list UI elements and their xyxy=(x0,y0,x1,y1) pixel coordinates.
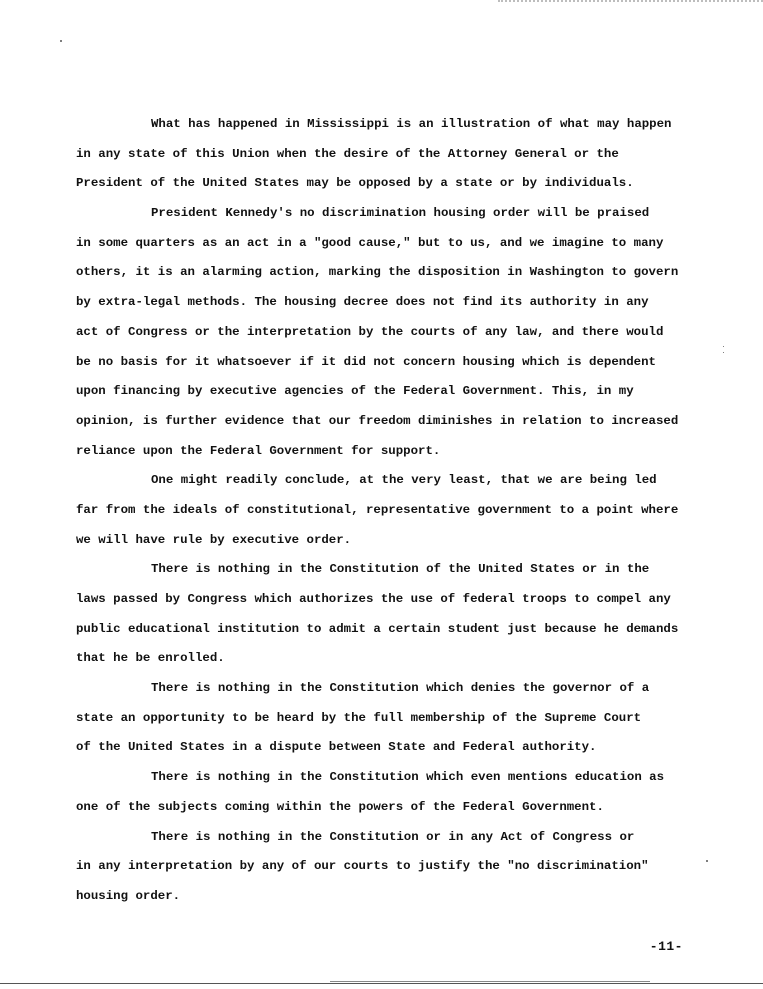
text-line: of the United States in a dispute between State and Federal authority. xyxy=(76,740,597,755)
text-line: There is nothing in the Constitution or in any Act of Congress or xyxy=(151,829,635,844)
top-dotted-border xyxy=(498,0,763,2)
paragraph xyxy=(76,763,688,822)
scan-speck xyxy=(60,40,62,42)
text-line: by extra-legal methods. The housing decree does not find its authority in any xyxy=(76,295,649,310)
text-line: be no basis for it whatsoever if it did not concern housing which is dependent xyxy=(76,354,656,369)
bottom-rule xyxy=(0,983,763,984)
paragraph xyxy=(76,199,688,466)
text-line: one of the subjects coming within the powers of the Federal Government. xyxy=(76,799,604,814)
text-line: others, it is an alarming action, marking the disposition in Washington to govern xyxy=(76,265,679,280)
text-line: There is nothing in the Constitution which denies the governor of a xyxy=(151,681,650,696)
text-line: public educational institution to admit a certain student just because he demands xyxy=(76,621,679,636)
text-line: There is nothing in the Constitution of the United States or in the xyxy=(151,562,650,577)
text-line: we will have rule by executive order. xyxy=(76,532,352,547)
text-line: in some quarters as an act in a "good cause," but to us, and we imagine to many xyxy=(76,235,664,250)
text-line: One might readily conclude, at the very least, that we are being led xyxy=(151,473,657,488)
text-line: laws passed by Congress which authorizes the use of federal troops to compel any xyxy=(76,592,671,606)
paragraph xyxy=(76,555,688,674)
text-line: upon financing by executive agencies of the Federal Government. This, in my xyxy=(76,384,634,399)
paragraph xyxy=(76,110,688,199)
scan-speck xyxy=(723,352,724,353)
text-line: in any interpretation by any of our courts to justify the "no discrimination" xyxy=(76,859,649,874)
bottom-rule-secondary xyxy=(330,981,650,982)
text-line: state an opportunity to be heard by the full membership of the Supreme Court xyxy=(76,710,642,725)
text-line: in any state of this Union when the desire of the Attorney General or the xyxy=(76,146,619,161)
text-line: that he be enrolled. xyxy=(76,651,225,666)
text-line: far from the ideals of constitutional, representative government to a point where xyxy=(76,502,679,517)
text-line: What has happened in Mississippi is an illustration of what may happen xyxy=(151,117,672,131)
scan-speck xyxy=(706,860,708,862)
scan-speck xyxy=(723,346,724,347)
text-line: President of the United States may be opposed by a state or by individuals. xyxy=(76,176,634,191)
text-line: reliance upon the Federal Government for support. xyxy=(76,443,441,458)
text-line: There is nothing in the Constitution which even mentions education as xyxy=(151,770,665,785)
document-body xyxy=(76,110,688,912)
text-line: act of Congress or the interpretation by the courts of any law, and there would xyxy=(76,324,664,339)
paragraph xyxy=(76,823,688,912)
paragraph xyxy=(76,674,688,763)
paragraph xyxy=(76,466,688,555)
text-line: opinion, is further evidence that our freedom diminishes in relation to increased xyxy=(76,413,679,428)
text-line: President Kennedy's no discrimination housing order will be praised xyxy=(151,206,650,221)
page-number: -11- xyxy=(649,939,683,954)
text-line: housing order. xyxy=(76,888,181,903)
